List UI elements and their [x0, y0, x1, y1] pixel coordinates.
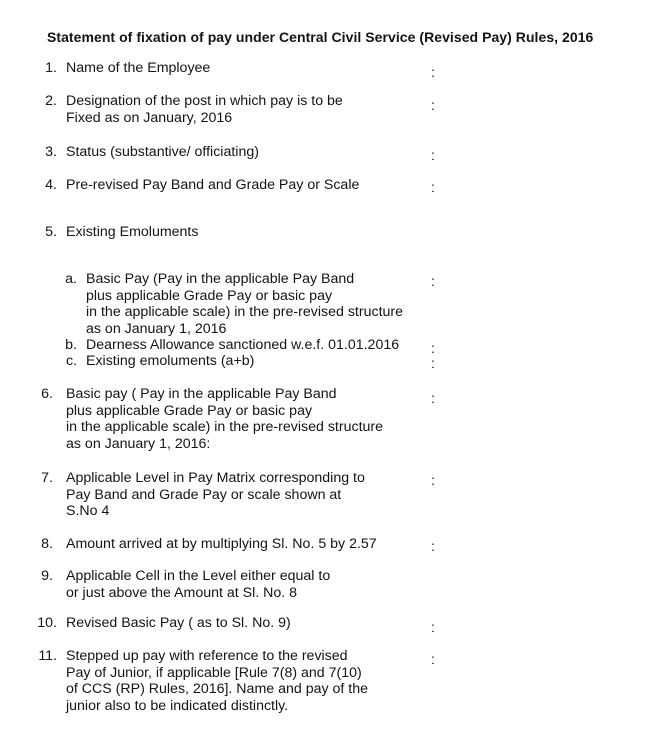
sub-item-line: Existing emoluments (a+b) — [86, 353, 255, 369]
item-6-colon: : — [431, 390, 435, 406]
item-text — [66, 144, 259, 161]
sub-item-text — [86, 337, 399, 354]
item-8-colon: : — [431, 538, 435, 554]
item-text — [66, 386, 383, 452]
item-text — [66, 224, 198, 241]
item-number: 1. — [45, 60, 57, 76]
item-line: in the applicable scale) in the pre-revised structure — [66, 419, 384, 435]
item-2-colon: : — [431, 97, 435, 113]
sub-item-line: Basic Pay (Pay in the applicable Pay Band — [86, 271, 355, 287]
sub-item-letter: c. — [65, 353, 77, 369]
item-number: 9. — [41, 568, 53, 584]
item-number: 4. — [45, 177, 57, 193]
item-text — [66, 177, 359, 194]
item-line: as on January 1, 2016: — [66, 435, 211, 452]
sub-item-a-colon: : — [431, 273, 435, 289]
sub-item-line: Dearness Allowance sanctioned w.e.f. 01.01.2016 — [86, 337, 400, 353]
item-number: 3. — [45, 144, 57, 160]
item-line: Basic pay ( Pay in the applicable Pay Band — [66, 386, 337, 402]
item-text — [66, 470, 365, 520]
item-number: 10. — [37, 615, 57, 631]
item-number: 2. — [45, 93, 57, 109]
item-11-colon: : — [431, 651, 435, 667]
item-text — [66, 60, 210, 77]
item-number: 11. — [38, 648, 57, 664]
item-line: Pay of Junior, if applicable [Rule 7(8) and 7(10) — [66, 664, 362, 681]
sub-item-line: plus applicable Grade Pay or basic pay — [86, 287, 333, 304]
item-line: Stepped up pay with reference to the revised — [66, 648, 348, 664]
sub-item-c-colon: : — [431, 355, 435, 371]
sub-item-letter: b. — [65, 337, 77, 353]
item-number: 8. — [41, 536, 53, 552]
item-line: Fixed as on January, 2016 — [66, 109, 233, 126]
item-line: Status (substantive/ officiating) — [66, 144, 259, 160]
item-line: Designation of the post in which pay is to be — [66, 93, 343, 109]
item-text — [66, 568, 330, 601]
item-line: or just above the Amount at Sl. No. 8 — [66, 584, 298, 601]
item-text — [66, 536, 377, 553]
sub-item-line: in the applicable scale) in the pre-revised structure — [86, 304, 404, 321]
item-number: 7. — [41, 470, 53, 486]
item-10-colon: : — [431, 619, 435, 635]
item-line: junior also to be indicated distinctly. — [66, 697, 289, 714]
item-line: of CCS (RP) Rules, 2016]. Name and pay of the — [66, 681, 369, 697]
sub-item-b-colon: : — [431, 340, 435, 356]
sub-item-text — [86, 353, 254, 370]
item-text — [66, 648, 368, 714]
item-line: plus applicable Grade Pay or basic pay — [66, 402, 313, 419]
sub-item-line: as on January 1, 2016 — [86, 321, 227, 338]
item-line: Name of the Employee — [66, 60, 211, 76]
item-line: Revised Basic Pay ( as to Sl. No. 9) — [66, 615, 291, 631]
item-line: Applicable Cell in the Level either equal to — [66, 568, 331, 584]
sub-item-letter: a. — [65, 271, 77, 287]
item-text — [66, 93, 343, 126]
item-number: 5. — [45, 224, 57, 240]
item-line: Pre-revised Pay Band and Grade Pay or Scale — [66, 177, 360, 193]
item-number: 6. — [41, 386, 53, 402]
item-line: S.No 4 — [66, 503, 110, 519]
item-4-colon: : — [431, 179, 435, 195]
sub-item-text — [86, 271, 403, 338]
item-7-colon: : — [431, 472, 435, 488]
item-3-colon: : — [431, 147, 435, 163]
page-title: Statement of fixation of pay under Central Civil Service (Revised Pay) Rules, 2016 — [47, 29, 594, 45]
item-line: Existing Emoluments — [66, 224, 199, 240]
item-1-colon: : — [431, 64, 435, 80]
item-text — [66, 615, 291, 632]
item-line: Pay Band and Grade Pay or scale shown at — [66, 486, 342, 503]
item-line: Amount arrived at by multiplying Sl. No. 5 by 2.57 — [66, 536, 377, 552]
item-line: Applicable Level in Pay Matrix corresponding to — [66, 470, 365, 486]
